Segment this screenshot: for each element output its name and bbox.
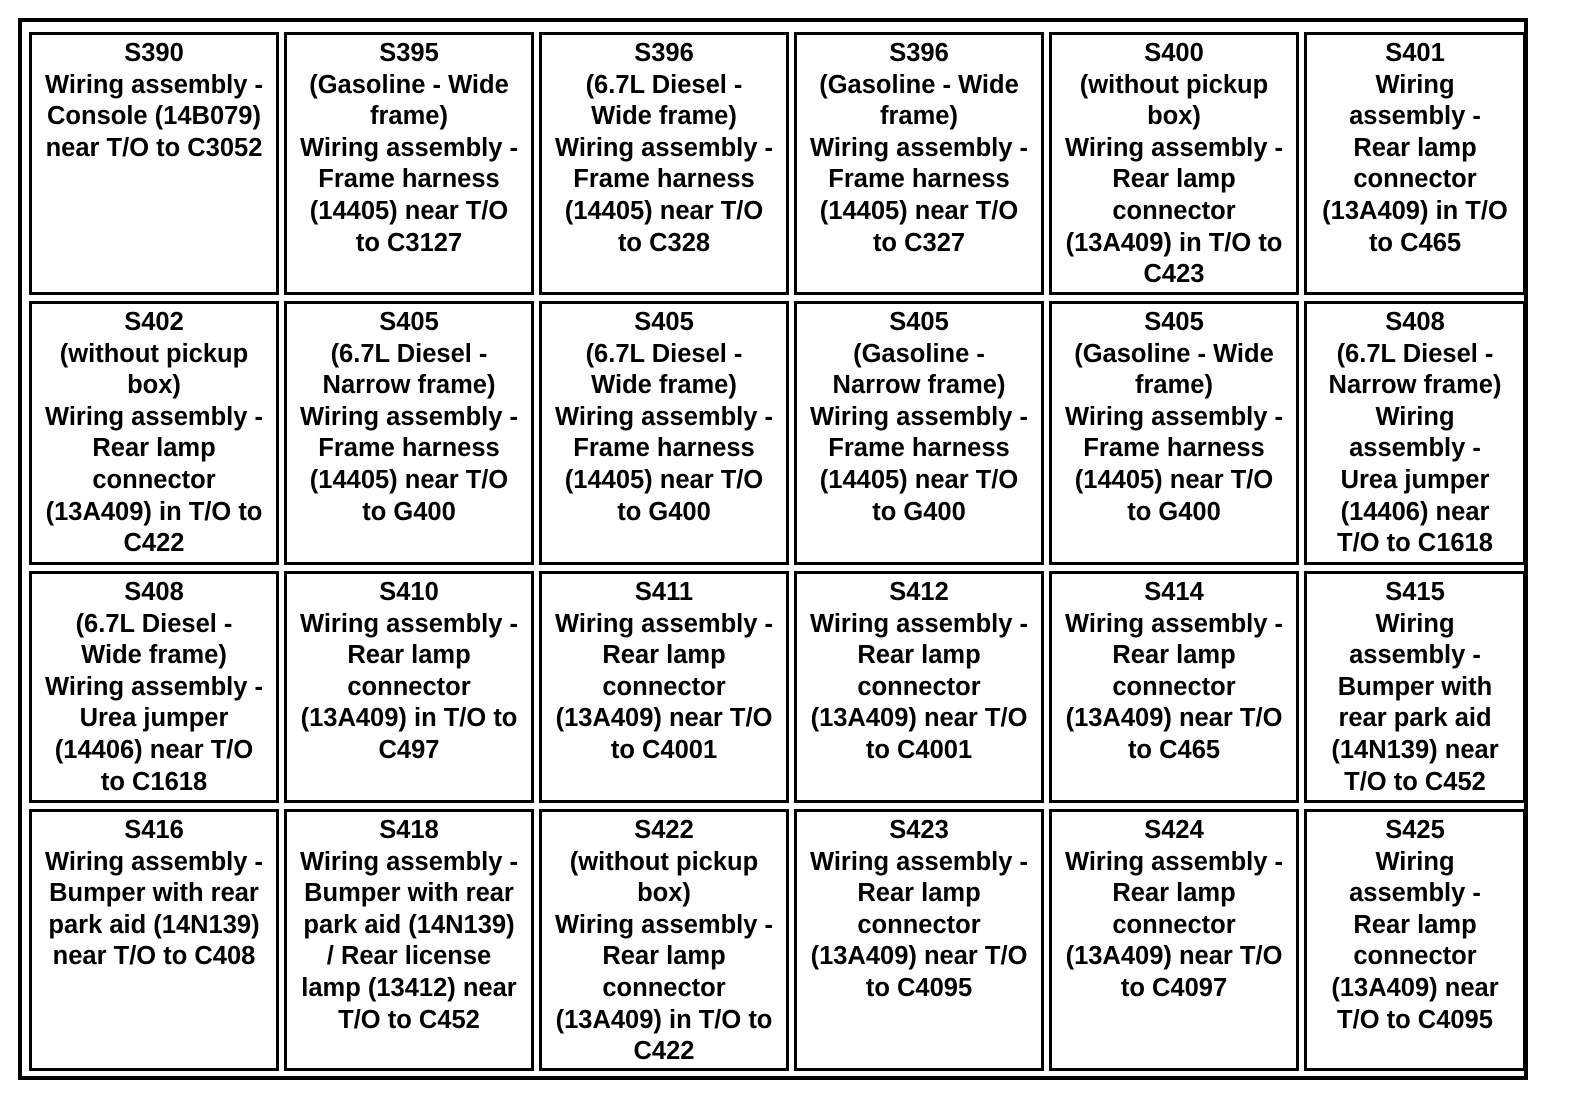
splice-id: S415 [1385,578,1445,606]
splice-description-line: Frame harness [828,165,1010,194]
splice-description-line: Bumper with [1337,672,1493,701]
splice-cell-s416 [29,809,279,1071]
splice-description-line: (14405) near T/O [819,196,1019,225]
splice-description-line: T/O to C452 [338,1005,480,1034]
splice-id: S408 [124,578,184,606]
splice-description-line: park aid (14N139) [48,910,260,939]
splice-description-line: Narrow frame) [832,371,1006,400]
splice-description-line: Wiring [1375,402,1455,431]
splice-cell-s423 [794,809,1044,1071]
splice-cell-s412 [794,571,1044,803]
splice-description-line: Wiring [1375,847,1455,876]
splice-description-line: to G400 [362,497,456,526]
splice-description-line: C422 [123,529,185,558]
splice-description-line: to C465 [1368,228,1462,257]
splice-description-line: (without pickup [59,339,249,368]
splice-cell-s414 [1049,571,1299,803]
splice-description-line: Rear lamp [1353,910,1477,939]
splice-description-line: to C4095 [865,973,973,1002]
splice-description-line: Rear lamp [347,641,471,670]
splice-description-line: connector [1353,165,1477,194]
splice-description-line: Wiring assembly - [300,847,518,876]
splice-description-line: (14405) near T/O [564,196,764,225]
splice-id: S395 [379,39,439,67]
splice-description-line: connector [1112,196,1236,225]
splice-description-line: Rear lamp [857,879,981,908]
splice-id: S405 [889,308,949,336]
splice-description-line: Wiring assembly - [555,402,773,431]
splice-id: S405 [379,308,439,336]
splice-cell-s400 [1049,32,1299,295]
splice-description-line: Frame harness [573,434,755,463]
splice-cell-s425 [1304,809,1526,1071]
splice-description-line: Rear lamp [1353,133,1477,162]
splice-cell-s424 [1049,809,1299,1071]
splice-description-line: rear park aid [1338,704,1492,733]
splice-cell-s405 [539,301,789,565]
splice-description-line: Rear lamp [1112,879,1236,908]
splice-description-line: (Gasoline - Wide [1074,339,1274,368]
splice-description-line: Urea jumper [79,704,229,733]
splice-description-line: connector [857,910,981,939]
splice-description-line: Wiring assembly - [555,609,773,638]
splice-description-line: (14406) near T/O [54,735,254,764]
splice-cell-s395 [284,32,534,295]
splice-description-line: T/O to C1618 [1337,529,1493,558]
splice-description-line: near T/O to C408 [52,942,256,971]
splice-description-line: Frame harness [318,434,500,463]
splice-cell-s405 [794,301,1044,565]
splice-description-line: Wiring assembly - [1065,609,1283,638]
splice-description-line: (13A409) in T/O to [45,497,263,526]
splice-description-line: (6.7L Diesel - [330,339,488,368]
splice-cell-s396 [539,32,789,295]
splice-description-line: Wiring assembly - [45,672,263,701]
splice-description-line: to G400 [872,497,966,526]
splice-cell-s422 [539,809,789,1071]
splice-description-line: Wide frame) [591,371,737,400]
splice-description-line: Wiring assembly - [1065,402,1283,431]
splice-cell-s418 [284,809,534,1071]
splice-description-line: (13A409) near [1331,973,1499,1002]
splice-description-line: (14405) near T/O [1074,465,1274,494]
splice-description-line: Wiring assembly - [1065,847,1283,876]
splice-id: S424 [1144,816,1204,844]
splice-description-line: (13A409) near T/O [1065,704,1283,733]
splice-description-line: Wiring assembly - [300,609,518,638]
splice-id: S405 [634,308,694,336]
splice-cell-s408 [29,571,279,803]
splice-description-line: Frame harness [318,165,500,194]
splice-description-line: (13A409) near T/O [555,704,773,733]
splice-id: S408 [1385,308,1445,336]
splice-cell-s408 [1304,301,1526,565]
splice-description-line: connector [92,465,216,494]
splice-description-line: to G400 [617,497,711,526]
splice-description-line: to C328 [617,228,711,257]
splice-id: S400 [1144,39,1204,67]
splice-description-line: (14N139) near [1331,735,1499,764]
splice-description-line: Frame harness [1083,434,1265,463]
splice-description-line: Wiring assembly - [1065,133,1283,162]
splice-id: S418 [379,816,439,844]
splice-description-line: (6.7L Diesel - [75,609,233,638]
splice-cell-s402 [29,301,279,565]
splice-description-line: T/O to C4095 [1337,1005,1493,1034]
splice-id: S425 [1385,816,1445,844]
splice-cell-s415 [1304,571,1526,803]
splice-cell-s396 [794,32,1044,295]
splice-description-line: box) [1147,102,1201,131]
splice-id: S396 [889,39,949,67]
splice-description-line: C497 [378,735,440,764]
splice-description-line: frame) [880,102,958,131]
splice-description-line: to C4097 [1120,973,1228,1002]
splice-description-line: (13A409) near T/O [810,704,1028,733]
splice-description-line: / Rear license [326,942,492,971]
splice-description-line: box) [637,879,691,908]
splice-cell-s405 [284,301,534,565]
splice-description-line: (13A409) in T/O to [555,1005,773,1034]
splice-description-line: (14406) near [1340,497,1490,526]
splice-description-line: to C465 [1127,735,1221,764]
splice-description-line: Rear lamp [857,641,981,670]
splice-id: S410 [379,578,439,606]
splice-description-line: to C4001 [865,735,973,764]
splice-description-line: connector [1112,910,1236,939]
splice-description-line: assembly - [1349,102,1481,131]
splice-description-line: Wiring assembly - [810,402,1028,431]
splice-description-line: Wiring assembly - [45,402,263,431]
splice-id: S423 [889,816,949,844]
splice-description-line: Wiring assembly - [300,402,518,431]
splice-description-line: (13A409) in T/O to [1065,228,1283,257]
splice-description-line: (Gasoline - Wide [819,70,1019,99]
splice-description-line: (13A409) in T/O to [300,704,518,733]
splice-table-frame [18,18,1528,1080]
splice-description-line: lamp (13412) near [301,973,517,1002]
splice-description-line: frame) [370,102,448,131]
splice-description-line: Wide frame) [591,102,737,131]
splice-id: S412 [889,578,949,606]
splice-description-line: Rear lamp [602,641,726,670]
splice-description-line: Rear lamp [92,434,216,463]
splice-description-line: (14405) near T/O [819,465,1019,494]
splice-description-line: (without pickup [1079,70,1269,99]
splice-description-line: (14405) near T/O [309,465,509,494]
splice-id: S416 [124,816,184,844]
splice-description-line: Wiring assembly - [555,133,773,162]
splice-description-line: frame) [1135,371,1213,400]
splice-description-line: (without pickup [569,847,759,876]
splice-description-line: C423 [1143,260,1205,289]
splice-description-line: Wiring [1375,70,1455,99]
splice-description-line: (14405) near T/O [309,196,509,225]
splice-description-line: (Gasoline - Wide [309,70,509,99]
splice-description-line: to C4001 [610,735,718,764]
splice-description-line: connector [602,672,726,701]
splice-description-line: near T/O to C3052 [45,133,263,162]
splice-description-line: to G400 [1127,497,1221,526]
splice-cell-s405 [1049,301,1299,565]
splice-description-line: assembly - [1349,879,1481,908]
splice-description-line: connector [1112,672,1236,701]
splice-id: S401 [1385,39,1445,67]
splice-description-line: Bumper with rear [49,879,259,908]
splice-description-line: (14405) near T/O [564,465,764,494]
splice-description-line: Console (14B079) [47,102,261,131]
splice-description-line: Wiring [1375,609,1455,638]
splice-description-line: Urea jumper [1340,465,1490,494]
splice-description-line: Wiring assembly - [45,847,263,876]
splice-description-line: Narrow frame) [322,371,496,400]
splice-description-line: (6.7L Diesel - [585,70,743,99]
splice-description-line: Narrow frame) [1328,371,1502,400]
splice-description-line: to C1618 [100,767,208,796]
splice-description-line: T/O to C452 [1344,767,1486,796]
splice-description-line: Rear lamp [1112,641,1236,670]
splice-description-line: Wiring assembly - [810,847,1028,876]
splice-description-line: (Gasoline - [853,339,985,368]
splice-description-line: connector [602,973,726,1002]
splice-cell-s401 [1304,32,1526,295]
splice-description-line: assembly - [1349,434,1481,463]
splice-cell-s390 [29,32,279,295]
splice-description-line: Wide frame) [81,641,227,670]
splice-id: S414 [1144,578,1204,606]
splice-description-line: (6.7L Diesel - [585,339,743,368]
splice-description-line: Rear lamp [602,942,726,971]
splice-description-line: (6.7L Diesel - [1336,339,1494,368]
splice-description-line: Bumper with rear [304,879,514,908]
splice-cell-s411 [539,571,789,803]
splice-id: S422 [634,816,694,844]
splice-description-line: C422 [633,1037,695,1066]
splice-description-line: Rear lamp [1112,165,1236,194]
splice-description-line: assembly - [1349,641,1481,670]
splice-description-line: (13A409) near T/O [1065,942,1283,971]
splice-cell-s410 [284,571,534,803]
splice-table-grid [26,26,1520,1076]
splice-id: S396 [634,39,694,67]
splice-id: S405 [1144,308,1204,336]
splice-description-line: (13A409) in T/O [1322,196,1508,225]
splice-description-line: box) [127,371,181,400]
splice-description-line: Frame harness [828,434,1010,463]
splice-description-line: connector [857,672,981,701]
splice-description-line: to C327 [872,228,966,257]
splice-description-line: to C3127 [355,228,463,257]
splice-description-line: Wiring assembly - [300,133,518,162]
splice-description-line: Wiring assembly - [45,70,263,99]
splice-id: S411 [634,578,694,606]
splice-description-line: Wiring assembly - [810,609,1028,638]
splice-description-line: park aid (14N139) [303,910,515,939]
splice-description-line: connector [1353,942,1477,971]
splice-description-line: Wiring assembly - [810,133,1028,162]
splice-id: S390 [124,39,184,67]
splice-id: S402 [124,308,184,336]
splice-description-line: Wiring assembly - [555,910,773,939]
splice-description-line: (13A409) near T/O [810,942,1028,971]
splice-description-line: connector [347,672,471,701]
splice-description-line: Frame harness [573,165,755,194]
